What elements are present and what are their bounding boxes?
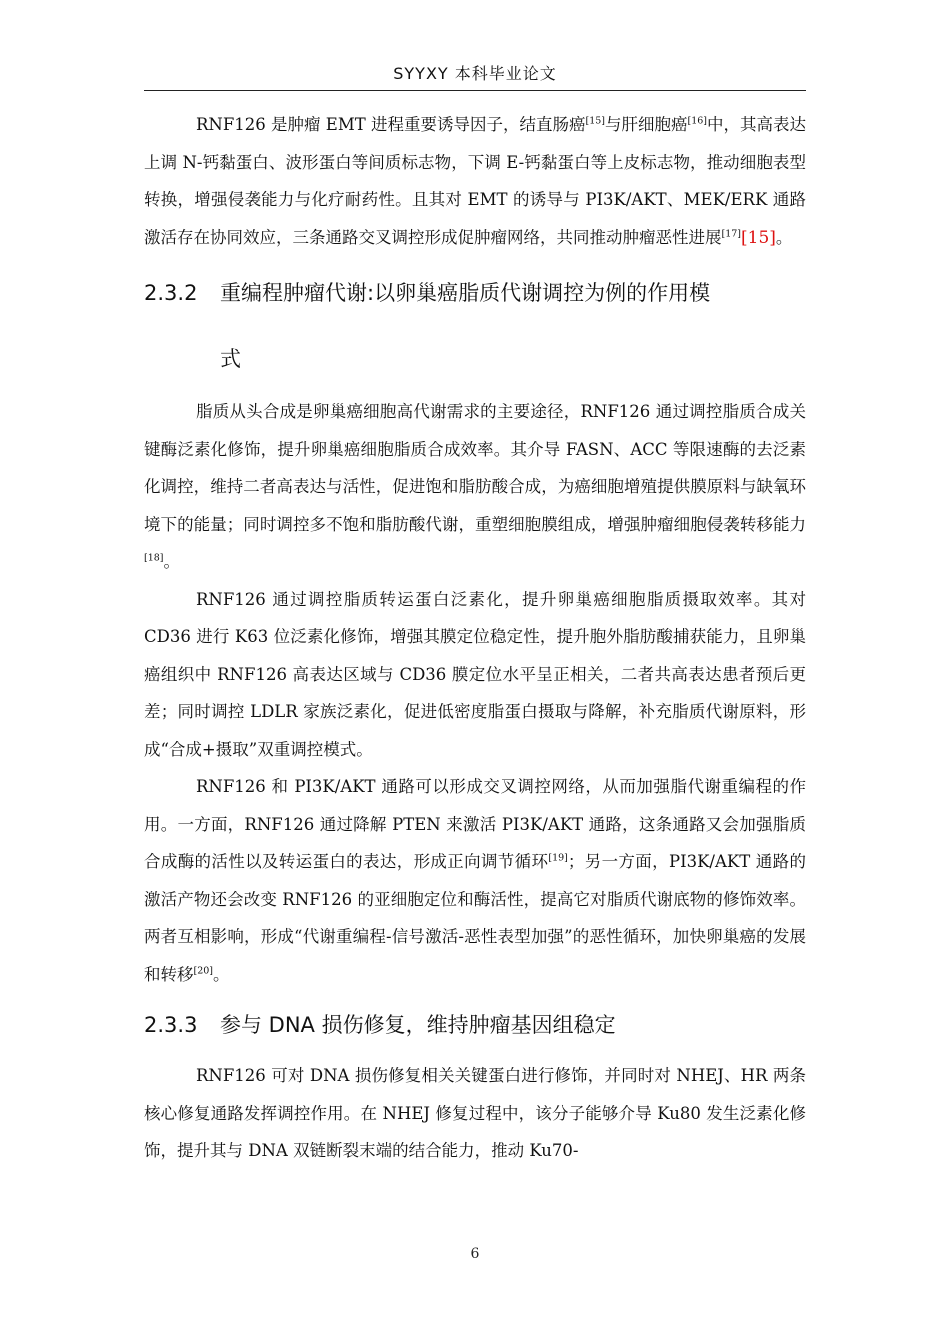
section-title-continuation: 式 (220, 347, 241, 371)
paragraph-lipid-synthesis (144, 393, 806, 581)
citation[interactable]: [20] (193, 965, 214, 976)
citation[interactable]: [18] (144, 552, 164, 564)
paragraph-text: RNF126 和 PI3K/AKT 通路可以形成交叉调控网络，从而加强脂代谢重编程的作用。一方面，RNF126 通过降解 PTEN 来激活 PI3K/AKT 通路，这条通路又会加强脂质合成酶的活性以及转运蛋白的表达，形成正向调节循环 (144, 777, 806, 871)
citation[interactable]: [17] (721, 228, 742, 239)
paragraph-text: ；另一方面，PI3K/AKT 通路的激活产物还会改变 RNF126 的亚细胞定位和酶活性，提高它对脂质代谢底物的修饰效率。两者互相影响，形成“代谢重编程-信号激活-恶性表型加强”的恶性循环，加快卵巢癌的发展和转移 (144, 852, 807, 984)
paragraph-lipid-uptake (144, 581, 806, 769)
section-number: 2.3.3 (144, 1013, 198, 1037)
paragraph-text: 。 (213, 964, 230, 984)
paragraph-dna-repair (144, 1057, 806, 1170)
paragraph-text: 。 (163, 552, 181, 571)
paragraph-pi3k-network (144, 768, 806, 993)
paragraph-text: 与肝细胞癌 (605, 115, 688, 134)
paragraph-text: RNF126 通过调控脂质转运蛋白泛素化，提升卵巢癌细胞脂质摄取效率。其对 CD36 进行 K63 位泛素化修饰，增强其膜定位稳定性，提升胞外脂肪酸捕获能力，且卵巢癌组织中 RNF126 高表达区域与 CD36 膜定位水平呈正相关，二者共高表达患者预后更差；同时调控 LDLR 家族泛素化，促进低密度脂蛋白摄取与降解，补充脂质代谢原料，形成“合成+摄取”双重调控模式。 (144, 589, 806, 759)
section-heading-2-3-3 (144, 993, 806, 1057)
paragraph-text: 脂质从头合成是卵巢癌细胞高代谢需求的主要途径，RNF126 通过调控脂质合成关键酶泛素化修饰，提升卵巢癌细胞脂质合成效率。其介导 FASN、ACC 等限速酶的去泛素化调控，维持二者高表达与活性，促进饱和脂肪酸合成，为癌细胞增殖提供膜原料与缺氧环境下的能量；同时调控多不饱和脂肪酸代谢，重塑细胞膜组成，增强肿瘤细胞侵袭转移能力 (144, 402, 806, 534)
paragraph-text: RNF126 可对 DNA 损伤修复相关关键蛋白进行修饰，并同时对 NHEJ、HR 两条核心修复通路发挥调控作用。在 NHEJ 修复过程中，该分子能够介导 Ku80 发生泛素化修饰，提升其与 DNA 双链断裂末端的结合能力，推动 Ku70- (144, 1066, 806, 1160)
citation[interactable]: [19] (548, 852, 568, 864)
citation[interactable]: [15] (585, 115, 605, 127)
paragraph-emt (144, 106, 806, 257)
paragraph-text: 中，其高表达上调 N-钙黏蛋白、波形蛋白等间质标志物，下调 E-钙黏蛋白等上皮标志物，推动细胞表型转换，增强侵袭能力与化疗耐药性。且其对 EMT 的诱导与 PI3K/AKT、MEK/ERK 通路激活存在协同效应，三条通路交叉调控形成促肿瘤网络，共同推动肿瘤恶性进展 (144, 115, 807, 247)
section-heading-2-3-2 (144, 257, 806, 311)
section-title: 参与 DNA 损伤修复，维持肿瘤基因组稳定 (220, 1013, 616, 1037)
header-rule (144, 90, 806, 91)
section-title: 重编程肿瘤代谢:以卵巢癌脂质代谢调控为例的作用模 (220, 281, 711, 305)
citation-link-red[interactable]: [15] (741, 227, 776, 248)
citation[interactable]: [16] (687, 115, 708, 127)
paragraph-text: 。 (775, 227, 793, 247)
paragraph-text: RNF126 是肿瘤 EMT 进程重要诱导因子，结直肠癌 (196, 115, 586, 134)
page-number: 6 (470, 1246, 480, 1262)
running-header: SYYXY 本科毕业论文 (393, 64, 557, 83)
section-number: 2.3.2 (144, 281, 198, 305)
page-body (144, 106, 806, 1170)
